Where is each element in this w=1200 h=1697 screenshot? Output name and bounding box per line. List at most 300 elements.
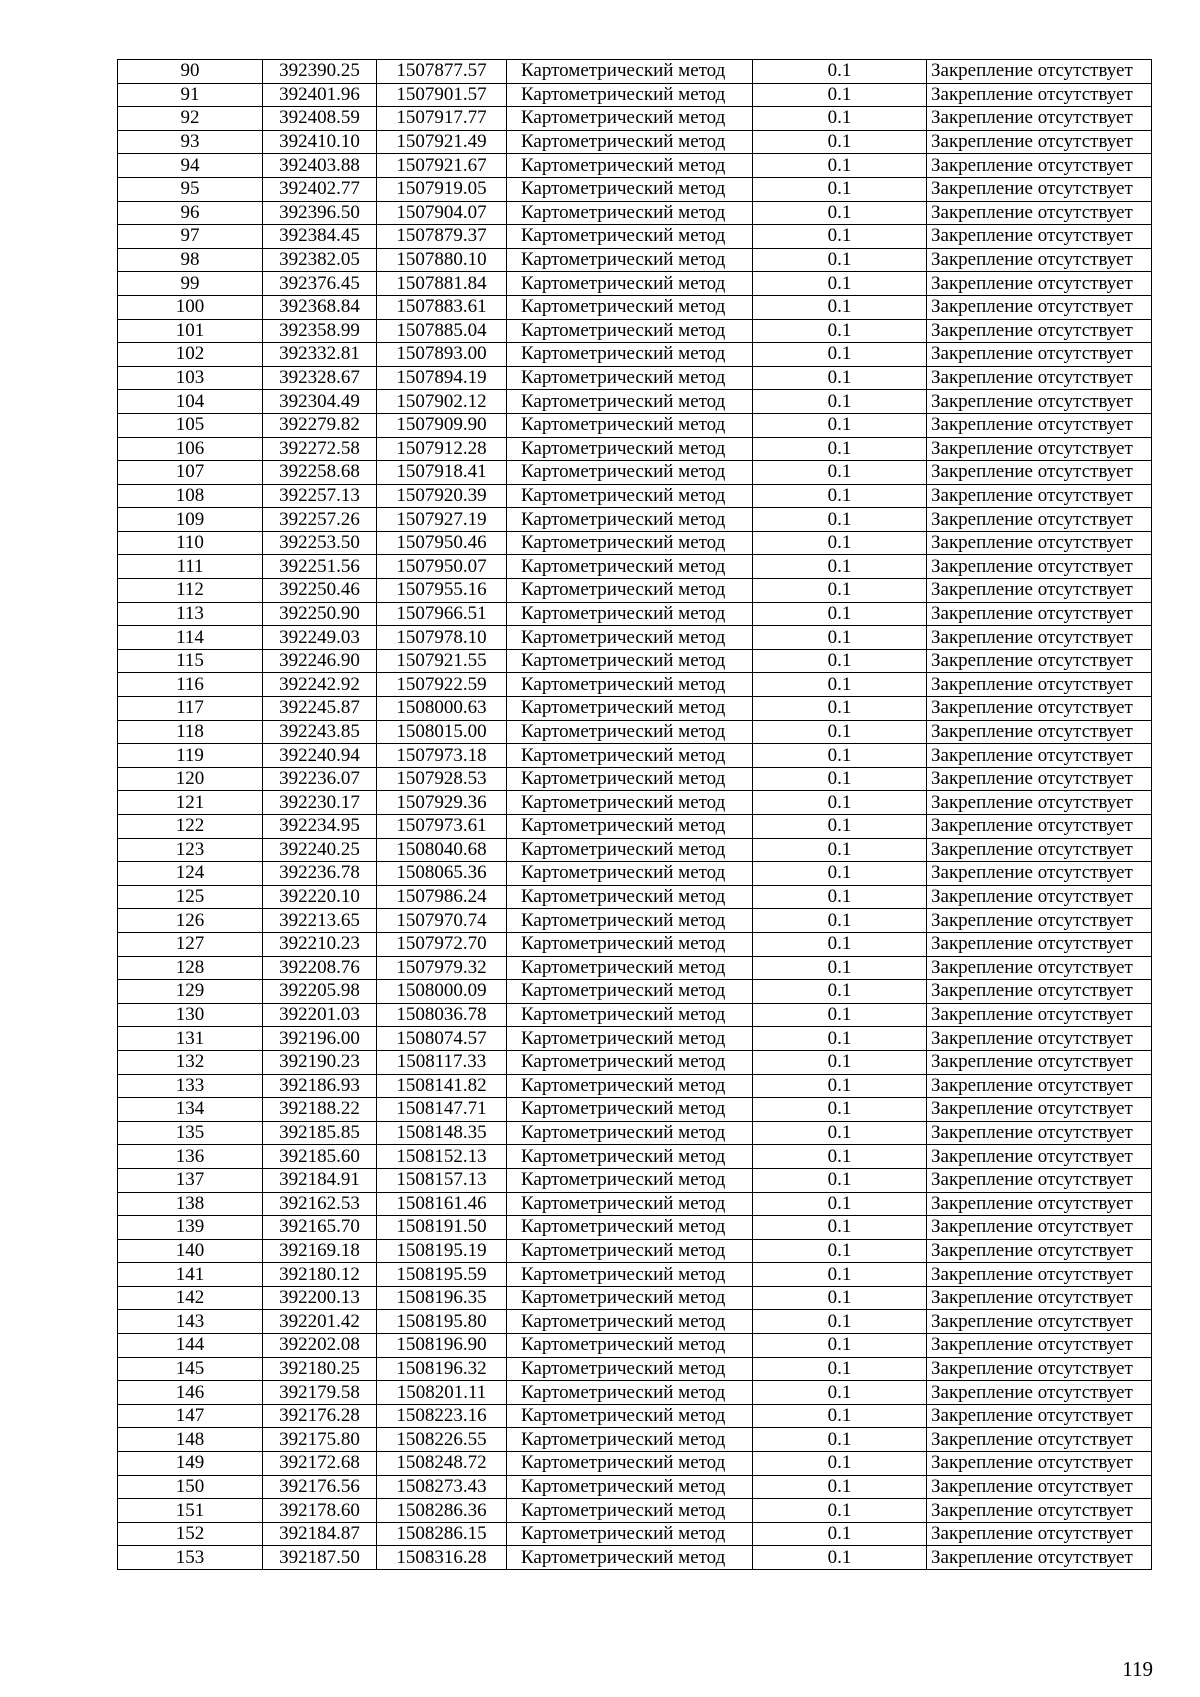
x-coordinate-cell: 392250.46: [263, 579, 377, 603]
method-cell: Картометрический метод: [507, 909, 753, 933]
x-coordinate-cell: 392201.42: [263, 1310, 377, 1334]
x-coordinate-cell: 392408.59: [263, 107, 377, 131]
y-coordinate-cell: 1508074.57: [377, 1027, 507, 1051]
method-cell: Картометрический метод: [507, 980, 753, 1004]
point-number-cell: 149: [118, 1452, 263, 1476]
y-coordinate-cell: 1507880.10: [377, 248, 507, 272]
accuracy-cell: 0.1: [753, 484, 927, 508]
point-number-cell: 118: [118, 720, 263, 744]
x-coordinate-cell: 392169.18: [263, 1239, 377, 1263]
x-coordinate-cell: 392201.03: [263, 1003, 377, 1027]
y-coordinate-cell: 1507918.41: [377, 461, 507, 485]
fixation-cell: Закрепление отсутствует: [927, 1168, 1152, 1192]
fixation-cell: Закрепление отсутствует: [927, 673, 1152, 697]
x-coordinate-cell: 392175.80: [263, 1428, 377, 1452]
x-coordinate-cell: 392184.91: [263, 1168, 377, 1192]
point-number-cell: 90: [118, 60, 263, 84]
y-coordinate-cell: 1507909.90: [377, 413, 507, 437]
accuracy-cell: 0.1: [753, 862, 927, 886]
x-coordinate-cell: 392279.82: [263, 413, 377, 437]
table-row: [118, 956, 1152, 980]
x-coordinate-cell: 392185.85: [263, 1121, 377, 1145]
table-row: [118, 602, 1152, 626]
fixation-cell: Закрепление отсутствует: [927, 602, 1152, 626]
accuracy-cell: 0.1: [753, 579, 927, 603]
accuracy-cell: 0.1: [753, 673, 927, 697]
point-number-cell: 111: [118, 555, 263, 579]
fixation-cell: Закрепление отсутствует: [927, 107, 1152, 131]
point-number-cell: 101: [118, 319, 263, 343]
table-row: [118, 767, 1152, 791]
y-coordinate-cell: 1507912.28: [377, 437, 507, 461]
method-cell: Картометрический метод: [507, 177, 753, 201]
fixation-cell: Закрепление отсутствует: [927, 1263, 1152, 1287]
table-row: [118, 225, 1152, 249]
fixation-cell: Закрепление отсутствует: [927, 1499, 1152, 1523]
x-coordinate-cell: 392210.23: [263, 932, 377, 956]
table-row: [118, 1310, 1152, 1334]
method-cell: Картометрический метод: [507, 390, 753, 414]
point-number-cell: 95: [118, 177, 263, 201]
point-number-cell: 138: [118, 1192, 263, 1216]
fixation-cell: Закрепление отсутствует: [927, 1546, 1152, 1570]
x-coordinate-cell: 392187.50: [263, 1546, 377, 1570]
accuracy-cell: 0.1: [753, 1145, 927, 1169]
accuracy-cell: 0.1: [753, 1334, 927, 1358]
y-coordinate-cell: 1507970.74: [377, 909, 507, 933]
y-coordinate-cell: 1507927.19: [377, 508, 507, 532]
accuracy-cell: 0.1: [753, 177, 927, 201]
point-number-cell: 152: [118, 1522, 263, 1546]
table-row: [118, 107, 1152, 131]
table-row: [118, 1475, 1152, 1499]
fixation-cell: Закрепление отсутствует: [927, 909, 1152, 933]
table-row: [118, 1499, 1152, 1523]
fixation-cell: Закрепление отсутствует: [927, 461, 1152, 485]
accuracy-cell: 0.1: [753, 744, 927, 768]
x-coordinate-cell: 392358.99: [263, 319, 377, 343]
x-coordinate-cell: 392242.92: [263, 673, 377, 697]
point-number-cell: 98: [118, 248, 263, 272]
method-cell: Картометрический метод: [507, 83, 753, 107]
y-coordinate-cell: 1508036.78: [377, 1003, 507, 1027]
coordinates-table: [117, 59, 1152, 1570]
accuracy-cell: 0.1: [753, 531, 927, 555]
method-cell: Картометрический метод: [507, 649, 753, 673]
accuracy-cell: 0.1: [753, 1121, 927, 1145]
table-row: [118, 366, 1152, 390]
y-coordinate-cell: 1508117.33: [377, 1050, 507, 1074]
y-coordinate-cell: 1508148.35: [377, 1121, 507, 1145]
method-cell: Картометрический метод: [507, 838, 753, 862]
method-cell: Картометрический метод: [507, 461, 753, 485]
method-cell: Картометрический метод: [507, 885, 753, 909]
x-coordinate-cell: 392258.68: [263, 461, 377, 485]
table-row: [118, 295, 1152, 319]
x-coordinate-cell: 392185.60: [263, 1145, 377, 1169]
point-number-cell: 97: [118, 225, 263, 249]
accuracy-cell: 0.1: [753, 555, 927, 579]
point-number-cell: 126: [118, 909, 263, 933]
point-number-cell: 141: [118, 1263, 263, 1287]
fixation-cell: Закрепление отсутствует: [927, 437, 1152, 461]
point-number-cell: 91: [118, 83, 263, 107]
accuracy-cell: 0.1: [753, 1499, 927, 1523]
y-coordinate-cell: 1507921.67: [377, 154, 507, 178]
method-cell: Картометрический метод: [507, 1263, 753, 1287]
y-coordinate-cell: 1507881.84: [377, 272, 507, 296]
fixation-cell: Закрепление отсутствует: [927, 932, 1152, 956]
x-coordinate-cell: 392390.25: [263, 60, 377, 84]
fixation-cell: Закрепление отсутствует: [927, 980, 1152, 1004]
method-cell: Картометрический метод: [507, 1098, 753, 1122]
point-number-cell: 125: [118, 885, 263, 909]
accuracy-cell: 0.1: [753, 1074, 927, 1098]
y-coordinate-cell: 1508157.13: [377, 1168, 507, 1192]
method-cell: Картометрический метод: [507, 107, 753, 131]
accuracy-cell: 0.1: [753, 508, 927, 532]
method-cell: Картометрический метод: [507, 484, 753, 508]
table-row: [118, 673, 1152, 697]
table-row: [118, 1428, 1152, 1452]
table-row: [118, 461, 1152, 485]
table-row: [118, 1522, 1152, 1546]
y-coordinate-cell: 1507877.57: [377, 60, 507, 84]
x-coordinate-cell: 392401.96: [263, 83, 377, 107]
point-number-cell: 131: [118, 1027, 263, 1051]
table-row: [118, 697, 1152, 721]
fixation-cell: Закрепление отсутствует: [927, 838, 1152, 862]
accuracy-cell: 0.1: [753, 107, 927, 131]
method-cell: Картометрический метод: [507, 1546, 753, 1570]
fixation-cell: Закрепление отсутствует: [927, 343, 1152, 367]
table-row: [118, 1546, 1152, 1570]
point-number-cell: 128: [118, 956, 263, 980]
point-number-cell: 120: [118, 767, 263, 791]
y-coordinate-cell: 1507922.59: [377, 673, 507, 697]
table-row: [118, 1050, 1152, 1074]
y-coordinate-cell: 1507966.51: [377, 602, 507, 626]
fixation-cell: Закрепление отсутствует: [927, 697, 1152, 721]
table-row: [118, 1003, 1152, 1027]
method-cell: Картометрический метод: [507, 1003, 753, 1027]
method-cell: Картометрический метод: [507, 531, 753, 555]
fixation-cell: Закрепление отсутствует: [927, 1428, 1152, 1452]
fixation-cell: Закрепление отсутствует: [927, 1475, 1152, 1499]
table-row: [118, 1239, 1152, 1263]
table-row: [118, 1334, 1152, 1358]
point-number-cell: 106: [118, 437, 263, 461]
point-number-cell: 112: [118, 579, 263, 603]
point-number-cell: 121: [118, 791, 263, 815]
x-coordinate-cell: 392402.77: [263, 177, 377, 201]
accuracy-cell: 0.1: [753, 767, 927, 791]
table-row: [118, 909, 1152, 933]
point-number-cell: 108: [118, 484, 263, 508]
point-number-cell: 146: [118, 1381, 263, 1405]
fixation-cell: Закрепление отсутствует: [927, 1192, 1152, 1216]
y-coordinate-cell: 1508015.00: [377, 720, 507, 744]
x-coordinate-cell: 392384.45: [263, 225, 377, 249]
page-number: 119: [1122, 1657, 1153, 1681]
y-coordinate-cell: 1508195.80: [377, 1310, 507, 1334]
table-row: [118, 1404, 1152, 1428]
table-row: [118, 1074, 1152, 1098]
table-body: [118, 60, 1152, 1570]
y-coordinate-cell: 1507973.61: [377, 815, 507, 839]
point-number-cell: 142: [118, 1286, 263, 1310]
fixation-cell: Закрепление отсутствует: [927, 248, 1152, 272]
accuracy-cell: 0.1: [753, 1263, 927, 1287]
accuracy-cell: 0.1: [753, 343, 927, 367]
accuracy-cell: 0.1: [753, 1098, 927, 1122]
table-row: [118, 626, 1152, 650]
x-coordinate-cell: 392272.58: [263, 437, 377, 461]
point-number-cell: 136: [118, 1145, 263, 1169]
accuracy-cell: 0.1: [753, 649, 927, 673]
table-row: [118, 154, 1152, 178]
x-coordinate-cell: 392236.07: [263, 767, 377, 791]
x-coordinate-cell: 392328.67: [263, 366, 377, 390]
accuracy-cell: 0.1: [753, 248, 927, 272]
point-number-cell: 109: [118, 508, 263, 532]
accuracy-cell: 0.1: [753, 1027, 927, 1051]
fixation-cell: Закрепление отсутствует: [927, 272, 1152, 296]
x-coordinate-cell: 392165.70: [263, 1216, 377, 1240]
y-coordinate-cell: 1507879.37: [377, 225, 507, 249]
point-number-cell: 96: [118, 201, 263, 225]
point-number-cell: 153: [118, 1546, 263, 1570]
table-row: [118, 1192, 1152, 1216]
x-coordinate-cell: 392382.05: [263, 248, 377, 272]
x-coordinate-cell: 392249.03: [263, 626, 377, 650]
fixation-cell: Закрепление отсутствует: [927, 1145, 1152, 1169]
y-coordinate-cell: 1507894.19: [377, 366, 507, 390]
x-coordinate-cell: 392205.98: [263, 980, 377, 1004]
y-coordinate-cell: 1508191.50: [377, 1216, 507, 1240]
fixation-cell: Закрепление отсутствует: [927, 1404, 1152, 1428]
fixation-cell: Закрепление отсутствует: [927, 885, 1152, 909]
fixation-cell: Закрепление отсутствует: [927, 1522, 1152, 1546]
method-cell: Картометрический метод: [507, 1239, 753, 1263]
accuracy-cell: 0.1: [753, 1381, 927, 1405]
method-cell: Картометрический метод: [507, 1145, 753, 1169]
x-coordinate-cell: 392213.65: [263, 909, 377, 933]
point-number-cell: 123: [118, 838, 263, 862]
x-coordinate-cell: 392234.95: [263, 815, 377, 839]
accuracy-cell: 0.1: [753, 225, 927, 249]
method-cell: Картометрический метод: [507, 272, 753, 296]
method-cell: Картометрический метод: [507, 225, 753, 249]
fixation-cell: Закрепление отсутствует: [927, 1216, 1152, 1240]
accuracy-cell: 0.1: [753, 1357, 927, 1381]
table-row: [118, 1121, 1152, 1145]
y-coordinate-cell: 1507904.07: [377, 201, 507, 225]
accuracy-cell: 0.1: [753, 461, 927, 485]
table-row: [118, 390, 1152, 414]
y-coordinate-cell: 1508065.36: [377, 862, 507, 886]
y-coordinate-cell: 1508226.55: [377, 1428, 507, 1452]
point-number-cell: 117: [118, 697, 263, 721]
accuracy-cell: 0.1: [753, 1168, 927, 1192]
method-cell: Картометрический метод: [507, 319, 753, 343]
y-coordinate-cell: 1508286.36: [377, 1499, 507, 1523]
accuracy-cell: 0.1: [753, 413, 927, 437]
y-coordinate-cell: 1507950.07: [377, 555, 507, 579]
fixation-cell: Закрепление отсутствует: [927, 319, 1152, 343]
accuracy-cell: 0.1: [753, 1452, 927, 1476]
table-row: [118, 272, 1152, 296]
point-number-cell: 110: [118, 531, 263, 555]
y-coordinate-cell: 1507973.18: [377, 744, 507, 768]
fixation-cell: Закрепление отсутствует: [927, 1381, 1152, 1405]
fixation-cell: Закрепление отсутствует: [927, 1357, 1152, 1381]
y-coordinate-cell: 1508152.13: [377, 1145, 507, 1169]
point-number-cell: 140: [118, 1239, 263, 1263]
x-coordinate-cell: 392304.49: [263, 390, 377, 414]
table-row: [118, 531, 1152, 555]
x-coordinate-cell: 392243.85: [263, 720, 377, 744]
y-coordinate-cell: 1507921.49: [377, 130, 507, 154]
accuracy-cell: 0.1: [753, 956, 927, 980]
fixation-cell: Закрепление отсутствует: [927, 720, 1152, 744]
table-row: [118, 413, 1152, 437]
method-cell: Картометрический метод: [507, 1216, 753, 1240]
point-number-cell: 107: [118, 461, 263, 485]
accuracy-cell: 0.1: [753, 1216, 927, 1240]
point-number-cell: 150: [118, 1475, 263, 1499]
point-number-cell: 134: [118, 1098, 263, 1122]
method-cell: Картометрический метод: [507, 1475, 753, 1499]
accuracy-cell: 0.1: [753, 272, 927, 296]
method-cell: Картометрический метод: [507, 1499, 753, 1523]
accuracy-cell: 0.1: [753, 1475, 927, 1499]
x-coordinate-cell: 392257.13: [263, 484, 377, 508]
fixation-cell: Закрепление отсутствует: [927, 295, 1152, 319]
method-cell: Картометрический метод: [507, 413, 753, 437]
table-row: [118, 885, 1152, 909]
accuracy-cell: 0.1: [753, 838, 927, 862]
method-cell: Картометрический метод: [507, 1428, 753, 1452]
method-cell: Картометрический метод: [507, 1168, 753, 1192]
accuracy-cell: 0.1: [753, 697, 927, 721]
method-cell: Картометрический метод: [507, 673, 753, 697]
point-number-cell: 147: [118, 1404, 263, 1428]
y-coordinate-cell: 1507928.53: [377, 767, 507, 791]
method-cell: Картометрический метод: [507, 130, 753, 154]
x-coordinate-cell: 392246.90: [263, 649, 377, 673]
method-cell: Картометрический метод: [507, 932, 753, 956]
x-coordinate-cell: 392376.45: [263, 272, 377, 296]
method-cell: Картометрический метод: [507, 1522, 753, 1546]
method-cell: Картометрический метод: [507, 956, 753, 980]
accuracy-cell: 0.1: [753, 130, 927, 154]
accuracy-cell: 0.1: [753, 1192, 927, 1216]
y-coordinate-cell: 1507893.00: [377, 343, 507, 367]
y-coordinate-cell: 1508201.11: [377, 1381, 507, 1405]
point-number-cell: 116: [118, 673, 263, 697]
x-coordinate-cell: 392251.56: [263, 555, 377, 579]
method-cell: Картометрический метод: [507, 366, 753, 390]
point-number-cell: 92: [118, 107, 263, 131]
fixation-cell: Закрепление отсутствует: [927, 1098, 1152, 1122]
fixation-cell: Закрепление отсутствует: [927, 555, 1152, 579]
table-row: [118, 1452, 1152, 1476]
fixation-cell: Закрепление отсутствует: [927, 177, 1152, 201]
x-coordinate-cell: 392230.17: [263, 791, 377, 815]
accuracy-cell: 0.1: [753, 791, 927, 815]
point-number-cell: 129: [118, 980, 263, 1004]
y-coordinate-cell: 1507972.70: [377, 932, 507, 956]
table-row: [118, 343, 1152, 367]
fixation-cell: Закрепление отсутствует: [927, 130, 1152, 154]
table-row: [118, 838, 1152, 862]
method-cell: Картометрический метод: [507, 1404, 753, 1428]
accuracy-cell: 0.1: [753, 60, 927, 84]
y-coordinate-cell: 1508316.28: [377, 1546, 507, 1570]
y-coordinate-cell: 1507920.39: [377, 484, 507, 508]
x-coordinate-cell: 392253.50: [263, 531, 377, 555]
accuracy-cell: 0.1: [753, 201, 927, 225]
method-cell: Картометрический метод: [507, 1074, 753, 1098]
y-coordinate-cell: 1508195.19: [377, 1239, 507, 1263]
point-number-cell: 102: [118, 343, 263, 367]
table-row: [118, 1381, 1152, 1405]
x-coordinate-cell: 392396.50: [263, 201, 377, 225]
method-cell: Картометрический метод: [507, 1121, 753, 1145]
x-coordinate-cell: 392184.87: [263, 1522, 377, 1546]
x-coordinate-cell: 392410.10: [263, 130, 377, 154]
fixation-cell: Закрепление отсутствует: [927, 60, 1152, 84]
y-coordinate-cell: 1507950.46: [377, 531, 507, 555]
table-row: [118, 1098, 1152, 1122]
x-coordinate-cell: 392245.87: [263, 697, 377, 721]
x-coordinate-cell: 392368.84: [263, 295, 377, 319]
accuracy-cell: 0.1: [753, 932, 927, 956]
point-number-cell: 132: [118, 1050, 263, 1074]
point-number-cell: 148: [118, 1428, 263, 1452]
fixation-cell: Закрепление отсутствует: [927, 531, 1152, 555]
method-cell: Картометрический метод: [507, 343, 753, 367]
x-coordinate-cell: 392240.94: [263, 744, 377, 768]
accuracy-cell: 0.1: [753, 390, 927, 414]
fixation-cell: Закрепление отсутствует: [927, 579, 1152, 603]
fixation-cell: Закрепление отсутствует: [927, 390, 1152, 414]
fixation-cell: Закрепление отсутствует: [927, 1310, 1152, 1334]
method-cell: Картометрический метод: [507, 815, 753, 839]
method-cell: Картометрический метод: [507, 295, 753, 319]
x-coordinate-cell: 392172.68: [263, 1452, 377, 1476]
x-coordinate-cell: 392180.25: [263, 1357, 377, 1381]
method-cell: Картометрический метод: [507, 767, 753, 791]
method-cell: Картометрический метод: [507, 602, 753, 626]
accuracy-cell: 0.1: [753, 437, 927, 461]
method-cell: Картометрический метод: [507, 154, 753, 178]
y-coordinate-cell: 1508147.71: [377, 1098, 507, 1122]
y-coordinate-cell: 1508161.46: [377, 1192, 507, 1216]
method-cell: Картометрический метод: [507, 626, 753, 650]
accuracy-cell: 0.1: [753, 720, 927, 744]
x-coordinate-cell: 392208.76: [263, 956, 377, 980]
x-coordinate-cell: 392176.28: [263, 1404, 377, 1428]
table-row: [118, 791, 1152, 815]
table-row: [118, 508, 1152, 532]
method-cell: Картометрический метод: [507, 555, 753, 579]
fixation-cell: Закрепление отсутствует: [927, 1027, 1152, 1051]
table-row: [118, 815, 1152, 839]
table-row: [118, 319, 1152, 343]
fixation-cell: Закрепление отсутствует: [927, 413, 1152, 437]
